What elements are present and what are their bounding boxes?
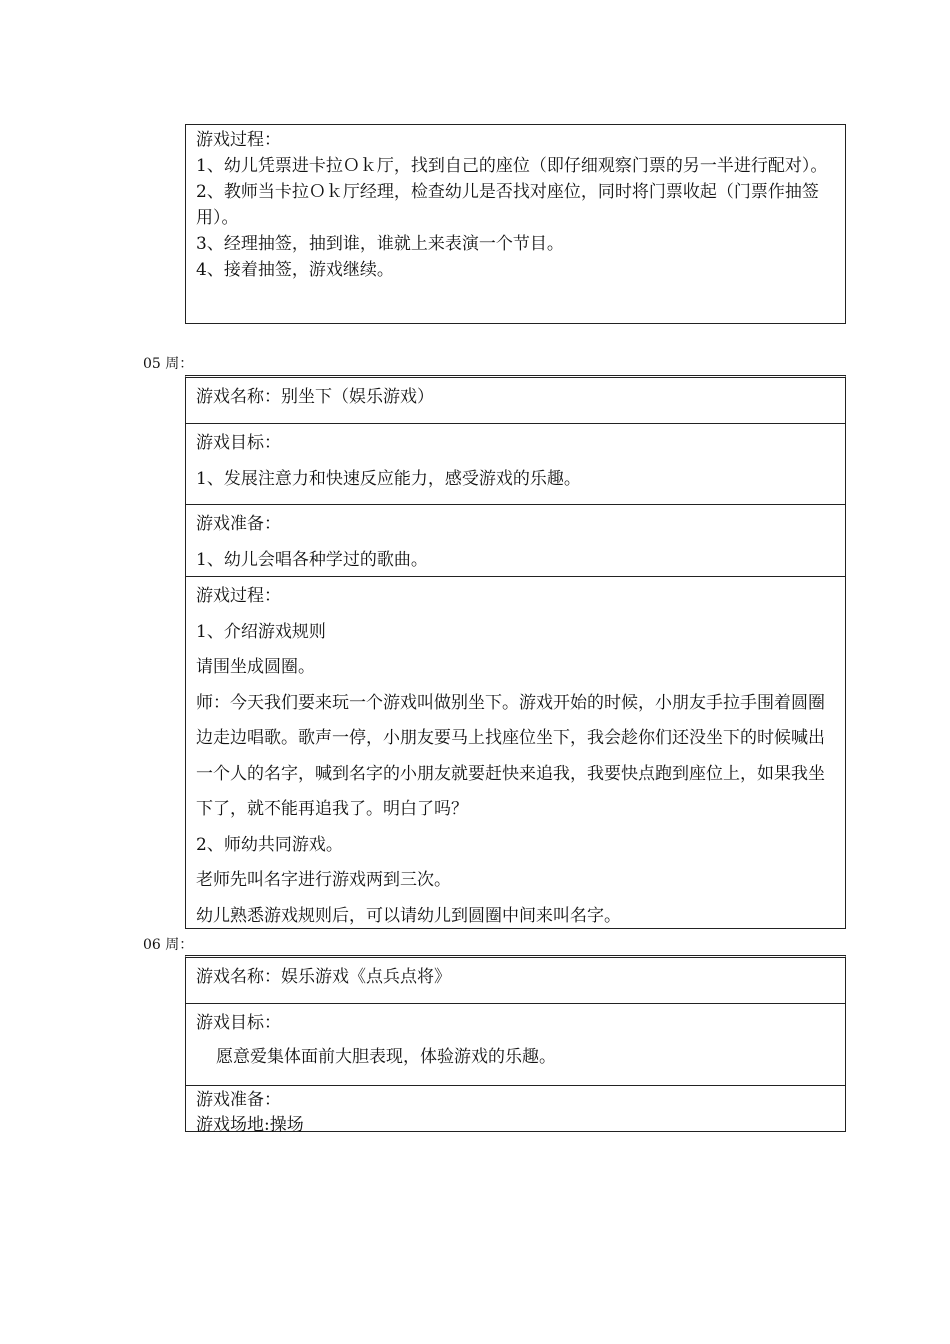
game-name: 游戏名称：别坐下（娱乐游戏） (196, 387, 434, 407)
game-prep-cell (186, 504, 845, 576)
goal-title: 游戏目标： (196, 1013, 281, 1033)
goal-text: 愿意爱集体面前大胆表现，体验游戏的乐趣。 (216, 1047, 556, 1067)
week05-table (185, 375, 846, 929)
prep-title: 游戏准备： (196, 1090, 281, 1110)
week-06-label: 06 周： (143, 937, 194, 953)
process-step-1: 1、幼儿凭票进卡拉Ｏｋ厅，找到自己的座位（即仔细观察门票的另一半进行配对）。 (196, 156, 828, 176)
process-line: 师：今天我们要来玩一个游戏叫做别坐下。游戏开始的时候，小朋友手拉手围着圆圈边走边唱歌。歌声一停，小朋友要马上找座位坐下，我会趁你们还没坐下的时候喊出一个人的名字，喊到名字的小朋友就要赶快来追我，我要快点跑到座位上，如果我坐下了，就不能再追我了。明白了吗？ (196, 692, 825, 819)
process-step-2: 2、教师当卡拉Ｏｋ厅经理，检查幼儿是否找对座位，同时将门票收起（门票作抽签用）。 (196, 182, 819, 228)
process-step-3: 3、经理抽签，抽到谁，谁就上来表演一个节目。 (196, 234, 564, 254)
process-title: 游戏过程： (196, 130, 281, 150)
process-line: 老师先叫名字进行游戏两到三次。 (196, 870, 451, 890)
process-line: 2、师幼共同游戏。 (196, 834, 343, 855)
prep-text: 1、幼儿会唱各种学过的歌曲。 (196, 549, 428, 570)
game-name-cell (186, 958, 845, 1003)
prep-title: 游戏准备： (196, 514, 281, 534)
game-name: 游戏名称：娱乐游戏《点兵点将》 (196, 967, 451, 987)
game-process-cell (186, 576, 845, 934)
game-goal-cell (186, 423, 845, 504)
game-prep-cell (186, 1085, 845, 1138)
process-line: 幼儿熟悉游戏规则后，可以请幼儿到圆圈中间来叫名字。 (196, 905, 621, 926)
game-goal-cell (186, 1003, 845, 1085)
week-05-label: 05 周： (143, 356, 194, 372)
goal-title: 游戏目标： (196, 433, 281, 453)
process-line: 1、介绍游戏规则 (196, 621, 326, 642)
game-name-cell (186, 378, 845, 423)
process-title: 游戏过程： (196, 586, 281, 606)
week06-table (185, 955, 846, 1135)
process-step-4: 4、接着抽签，游戏继续。 (196, 260, 394, 280)
process-line: 请围坐成圆圈。 (196, 657, 315, 677)
goal-text: 1、发展注意力和快速反应能力，感受游戏的乐趣。 (196, 468, 581, 489)
venue-text: 游戏场地:操场 (196, 1115, 304, 1135)
week04-process-box (185, 124, 846, 324)
